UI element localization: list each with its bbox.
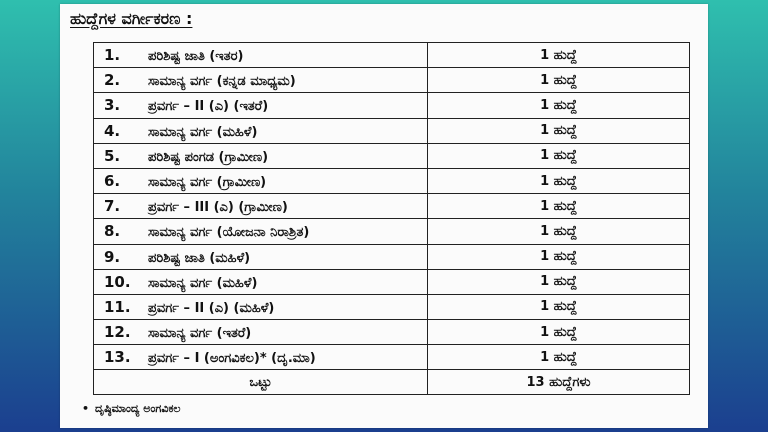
category-label: ಪರಿಶಿಷ್ಟ ಜಾತಿ (ಇತರ) — [148, 49, 244, 65]
category-cell — [94, 320, 428, 345]
row-number: 4. — [104, 121, 121, 140]
footnote — [82, 402, 181, 416]
row-number: 10. — [104, 272, 131, 291]
category-cell — [94, 68, 428, 93]
category-cell — [94, 194, 428, 219]
post-count-cell: 1 ಹುದ್ದೆ — [428, 43, 690, 68]
table-row — [94, 345, 690, 370]
table-row — [94, 118, 690, 143]
category-cell — [94, 345, 428, 370]
table-row — [94, 68, 690, 93]
table-row — [94, 93, 690, 118]
post-count-cell: 1 ಹುದ್ದೆ — [428, 194, 690, 219]
row-number: 7. — [104, 197, 121, 216]
category-cell — [94, 43, 428, 68]
post-count-cell: 1 ಹುದ್ದೆ — [428, 345, 690, 370]
posts-table-body — [94, 43, 690, 395]
post-count-cell: 1 ಹುದ್ದೆ — [428, 244, 690, 269]
category-label: ಪರಿಶಿಷ್ಟ ಜಾತಿ (ಮಹಿಳೆ) — [148, 250, 251, 266]
post-count-cell: 1 ಹುದ್ದೆ — [428, 320, 690, 345]
post-count-cell: 1 ಹುದ್ದೆ — [428, 68, 690, 93]
category-label: ಸಾಮಾನ್ಯ ವರ್ಗ (ಇತರೆ) — [148, 326, 252, 342]
page-heading: ಹುದ್ದೆಗಳ ವರ್ಗೀಕರಣ : — [70, 9, 193, 28]
category-label: ಸಾಮಾನ್ಯ ವರ್ಗ (ಯೋಜನಾ ನಿರಾಶ್ರಿತ) — [148, 225, 310, 241]
row-number: 8. — [104, 222, 121, 241]
total-row — [94, 370, 690, 395]
table-row — [94, 194, 690, 219]
category-label: ಪ್ರವರ್ಗ – II (ಎ) (ಮಹಿಳೆ) — [148, 300, 275, 316]
post-count-cell: 1 ಹುದ್ದೆ — [428, 93, 690, 118]
category-label: ಪರಿಶಿಷ್ಟ ಪಂಗಡ (ಗ್ರಾಮೀಣ) — [148, 149, 269, 165]
total-label: ಒಟ್ಟು — [94, 370, 428, 395]
category-cell — [94, 93, 428, 118]
category-cell — [94, 118, 428, 143]
table-row — [94, 269, 690, 294]
post-count-cell: 1 ಹುದ್ದೆ — [428, 118, 690, 143]
row-number: 5. — [104, 146, 121, 165]
footnote-bullet: • — [82, 402, 90, 415]
post-count-cell: 1 ಹುದ್ದೆ — [428, 219, 690, 244]
document-page — [60, 4, 708, 428]
post-count-cell: 1 ಹುದ್ದೆ — [428, 143, 690, 168]
row-number: 11. — [104, 297, 131, 316]
category-cell — [94, 219, 428, 244]
category-cell — [94, 269, 428, 294]
footnote-text: ದೃಷ್ಠಿಮಾಂದ್ಯ ಅಂಗವಿಕಲ — [95, 402, 181, 415]
post-count-cell: 1 ಹುದ್ದೆ — [428, 294, 690, 319]
table-row — [94, 294, 690, 319]
category-label: ಪ್ರವರ್ಗ – I (ಅಂಗವಿಕಲ)* (ದೃ.ಮಾ) — [148, 351, 316, 367]
row-number: 6. — [104, 172, 121, 191]
row-number: 12. — [104, 323, 131, 342]
row-number: 9. — [104, 247, 121, 266]
table-row — [94, 43, 690, 68]
category-label: ಪ್ರವರ್ಗ – II (ಎ) (ಇತರೆ) — [148, 99, 269, 115]
category-cell — [94, 143, 428, 168]
post-count-cell: 1 ಹುದ್ದೆ — [428, 168, 690, 193]
category-cell — [94, 244, 428, 269]
row-number: 3. — [104, 96, 121, 115]
table-row — [94, 219, 690, 244]
row-number: 1. — [104, 46, 121, 65]
table-row — [94, 143, 690, 168]
total-count: 13 ಹುದ್ದೆಗಳು — [428, 370, 690, 395]
post-count-cell: 1 ಹುದ್ದೆ — [428, 269, 690, 294]
category-cell — [94, 168, 428, 193]
row-number: 2. — [104, 71, 121, 90]
posts-table — [93, 42, 690, 395]
table-row — [94, 320, 690, 345]
table-row — [94, 244, 690, 269]
category-cell — [94, 294, 428, 319]
category-label: ಸಾಮಾನ್ಯ ವರ್ಗ (ಮಹಿಳೆ) — [148, 275, 258, 291]
category-label: ಸಾಮಾನ್ಯ ವರ್ಗ (ಕನ್ನಡ ಮಾಧ್ಯಮ) — [148, 74, 296, 90]
table-row — [94, 168, 690, 193]
category-label: ಸಾಮಾನ್ಯ ವರ್ಗ (ಮಹಿಳೆ) — [148, 124, 258, 140]
category-label: ಸಾಮಾನ್ಯ ವರ್ಗ (ಗ್ರಾಮೀಣ) — [148, 175, 267, 191]
category-label: ಪ್ರವರ್ಗ – III (ಎ) (ಗ್ರಾಮೀಣ) — [148, 200, 288, 216]
row-number: 13. — [104, 348, 131, 367]
